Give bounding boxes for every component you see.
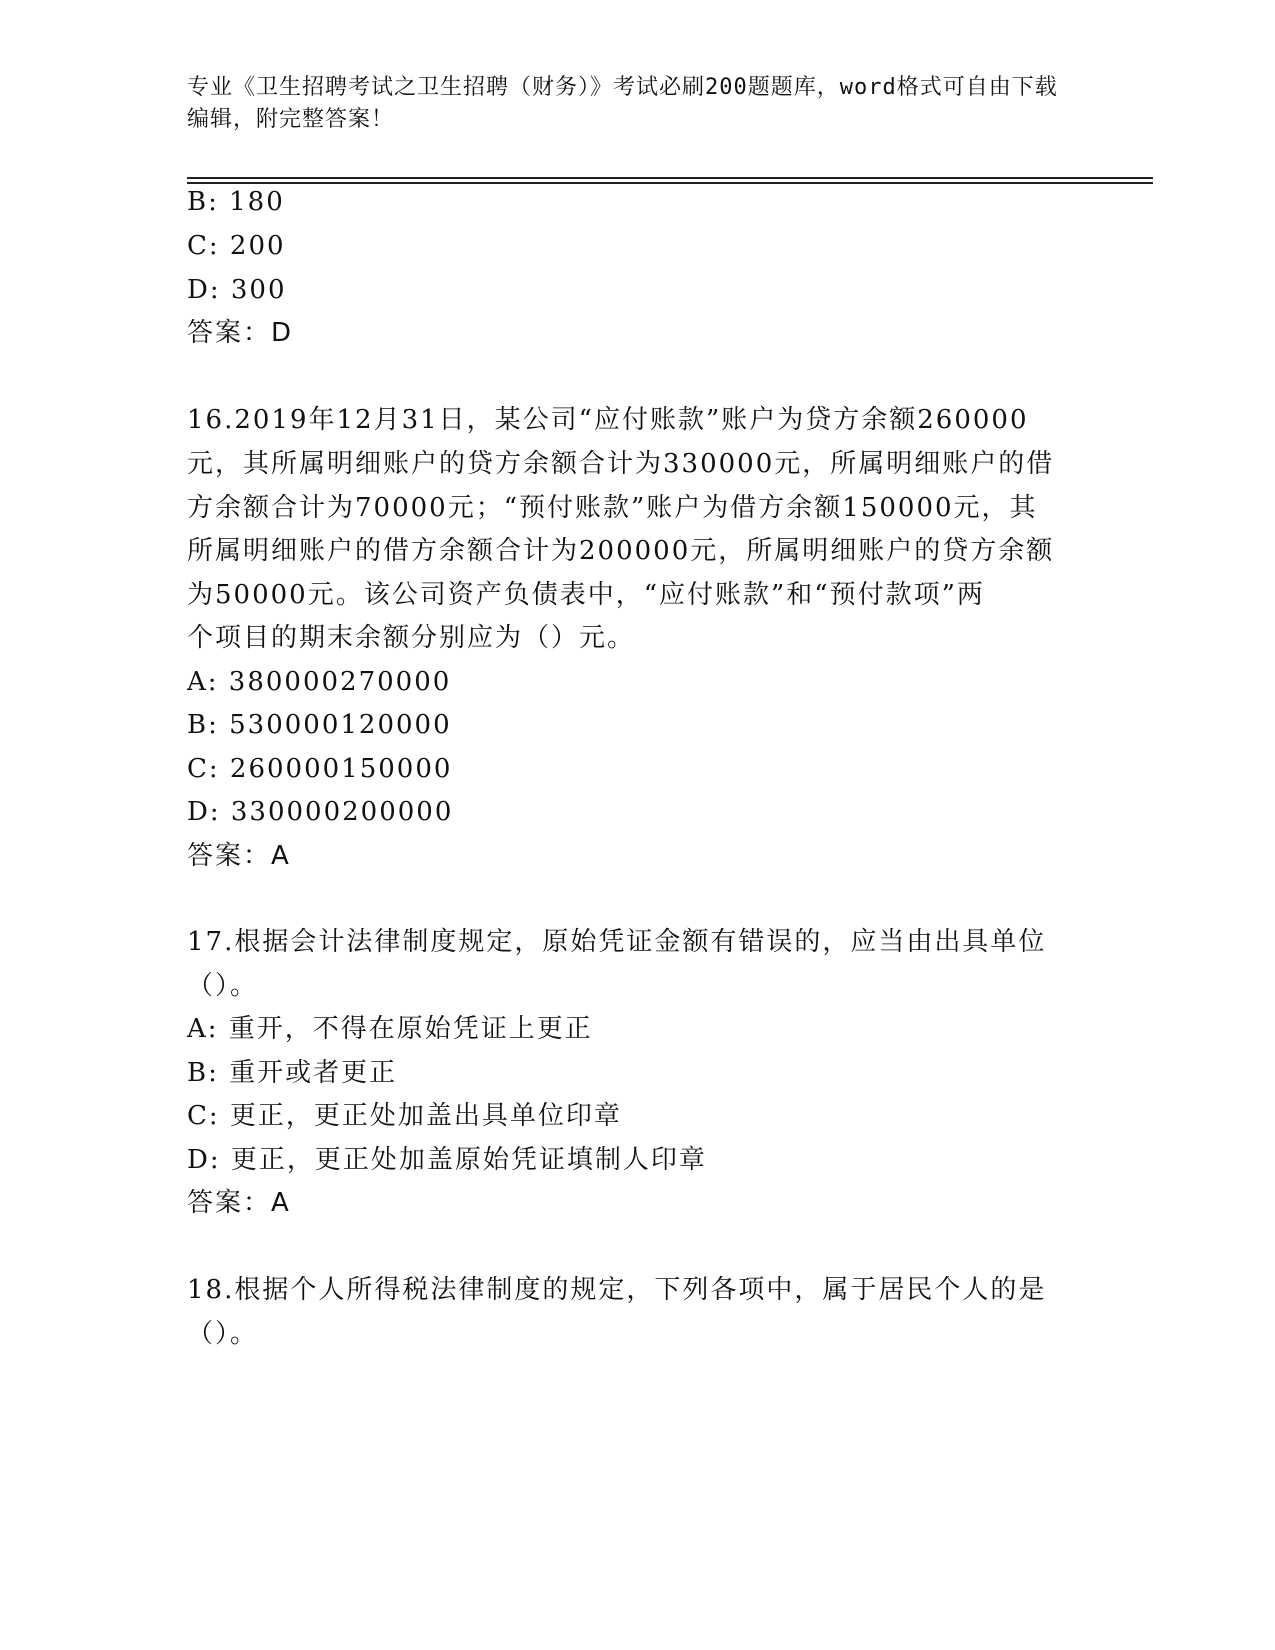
q16-text-line-2: 元，其所属明细账户的贷方余额合计为330000元，所属明细账户的借: [187, 449, 1055, 479]
q16-text-line-5: 为50000元。该公司资产负债表中，“应付账款”和“预付款项”两: [187, 580, 985, 610]
q16-text-line-3: 方余额合计为70000元；“预付账款”账户为借方余额150000元，其: [187, 493, 1038, 523]
q16-option-a: A: 380000270000: [187, 667, 452, 697]
q15-option-b: B: 180: [187, 187, 285, 217]
q15-option-c: C: 200: [187, 231, 286, 261]
q17-option-d: D: 更正，更正处加盖原始凭证填制人印章: [187, 1145, 707, 1175]
q18-text-line-1: 18.根据个人所得税法律制度的规定，下列各项中，属于居民个人的是: [187, 1275, 1047, 1305]
q17-text-line-1: 17.根据会计法律制度规定，原始凭证金额有错误的，应当由出具单位: [187, 927, 1047, 957]
q17-text-line-2: （）。: [187, 971, 259, 1001]
q16-answer: 答案：A: [187, 841, 291, 871]
q16-option-c: C: 260000150000: [187, 754, 453, 784]
q17-option-a: A: 重开，不得在原始凭证上更正: [187, 1014, 593, 1044]
header-rule-bottom: [187, 182, 1153, 184]
q17-option-c: C: 更正，更正处加盖出具单位印章: [187, 1101, 622, 1131]
q15-option-d: D: 300: [187, 275, 287, 305]
q16-option-b: B: 530000120000: [187, 710, 452, 740]
q15-answer: 答案：D: [187, 318, 294, 348]
q16-option-d: D: 330000200000: [187, 797, 454, 827]
q16-text-line-1: 16.2019年12月31日，某公司“应付账款”账户为贷方余额260000: [187, 405, 1029, 435]
q16-text-line-6: 个项目的期末余额分别应为（）元。: [187, 623, 636, 653]
q16-text-line-4: 所属明细账户的借方余额合计为200000元，所属明细账户的贷方余额: [187, 536, 1055, 566]
q17-answer: 答案：A: [187, 1188, 291, 1218]
document-header: 专业《卫生招聘考试之卫生招聘（财务）》考试必刷200题题库，word格式可自由下载编辑，附完整答案！: [187, 75, 1058, 132]
header-rule-top: [187, 177, 1153, 179]
q18-text-line-2: （）。: [187, 1319, 259, 1349]
q17-option-b: B: 重开或者更正: [187, 1058, 398, 1088]
